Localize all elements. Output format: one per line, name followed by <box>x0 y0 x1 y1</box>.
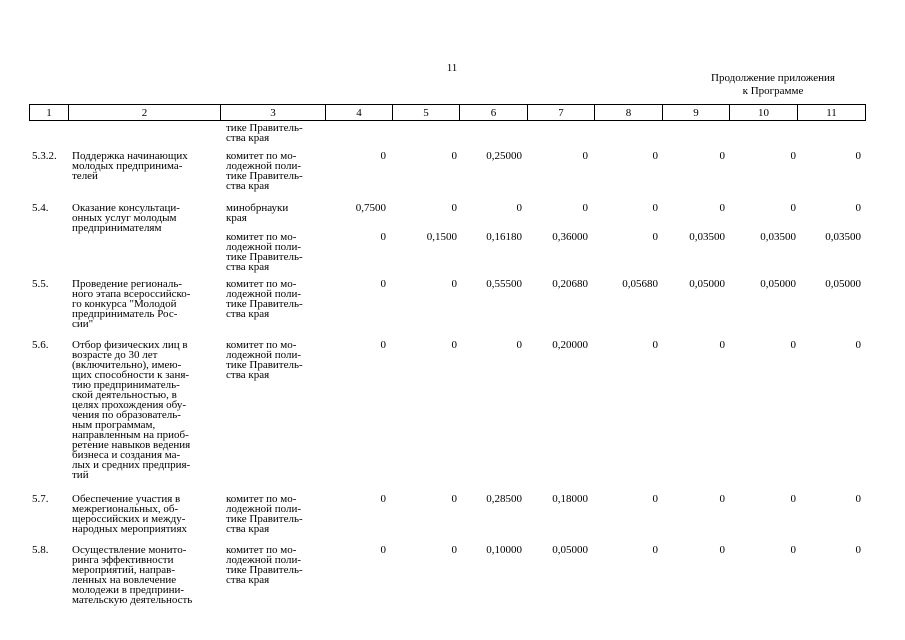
column-header-6: 6 <box>460 105 528 121</box>
funding-value: 0 <box>719 339 725 351</box>
funding-value: 0,20680 <box>552 278 588 290</box>
column-header-4: 4 <box>326 105 393 121</box>
executor-name: комитет по мо- лодежной поли- тике Правитель- ства края <box>226 278 303 320</box>
funding-value: 0,20000 <box>552 339 588 351</box>
funding-value: 0 <box>790 202 796 214</box>
funding-value: 0 <box>855 150 861 162</box>
funding-value: 0 <box>790 493 796 505</box>
executor-name: комитет по мо- лодежной поли- тике Правитель- ства края <box>226 493 303 535</box>
row-number: 5.4. <box>32 202 49 214</box>
funding-value: 0 <box>652 150 658 162</box>
measure-name: Проведение региональ- ного этапа всероссийско- го конкурса "Молодой предприниматель Рос- сии" <box>72 278 191 330</box>
funding-value: 0 <box>652 493 658 505</box>
funding-value: 0 <box>855 544 861 556</box>
carryover-executor-text: тике Правитель- ства края <box>226 122 303 144</box>
row-number: 5.6. <box>32 339 49 351</box>
funding-value: 0 <box>790 150 796 162</box>
funding-value: 0 <box>380 493 386 505</box>
column-number-header <box>29 104 866 121</box>
funding-value: 0,05000 <box>825 278 861 290</box>
funding-value: 0 <box>719 544 725 556</box>
executor-name: минобрнауки края <box>226 202 289 224</box>
measure-name: Осуществление монито- ринга эффективности мероприятий, направ- ленных на вовлечение молодежи в предприни- мательскую деятельность <box>72 544 193 606</box>
funding-value: 0 <box>719 150 725 162</box>
funding-value: 0,55500 <box>486 278 522 290</box>
column-header-7: 7 <box>528 105 595 121</box>
funding-value: 0 <box>451 202 457 214</box>
funding-value: 0,05000 <box>552 544 588 556</box>
funding-value: 0 <box>790 339 796 351</box>
funding-value: 0 <box>652 339 658 351</box>
funding-value: 0,05680 <box>622 278 658 290</box>
funding-value: 0 <box>380 278 386 290</box>
row-number: 5.5. <box>32 278 49 290</box>
funding-value: 0,03500 <box>760 231 796 243</box>
funding-value: 0,16180 <box>486 231 522 243</box>
funding-value: 0 <box>582 150 588 162</box>
funding-value: 0 <box>652 231 658 243</box>
column-header-3: 3 <box>221 105 326 121</box>
funding-value: 0,18000 <box>552 493 588 505</box>
column-header-9: 9 <box>663 105 730 121</box>
funding-value: 0 <box>516 339 522 351</box>
funding-value: 0,1500 <box>426 231 457 243</box>
funding-value: 0 <box>451 544 457 556</box>
funding-value: 0 <box>652 544 658 556</box>
column-header-8: 8 <box>595 105 663 121</box>
column-header-10: 10 <box>730 105 798 121</box>
funding-value: 0,05000 <box>689 278 725 290</box>
column-header-5: 5 <box>393 105 460 121</box>
column-header-11: 11 <box>798 105 866 121</box>
funding-value: 0 <box>719 493 725 505</box>
appendix-header-line-2: к Программе <box>742 85 804 97</box>
appendix-header-line-1: Продолжение приложения <box>711 72 835 84</box>
executor-name: комитет по мо- лодежной поли- тике Правитель- ства края <box>226 339 303 381</box>
funding-value: 0,03500 <box>825 231 861 243</box>
funding-value: 0 <box>451 278 457 290</box>
funding-value: 0 <box>380 231 386 243</box>
funding-value: 0 <box>855 493 861 505</box>
executor-name: комитет по мо- лодежной поли- тике Правитель- ства края <box>226 150 303 192</box>
row-number: 5.3.2. <box>32 150 57 162</box>
funding-value: 0 <box>451 339 457 351</box>
measure-name: Обеспечение участия в межрегиональных, об- щероссийских и между- народных мероприятиях <box>72 493 188 535</box>
funding-value: 0 <box>855 339 861 351</box>
column-header-2: 2 <box>69 105 221 121</box>
funding-value: 0 <box>380 544 386 556</box>
funding-value: 0 <box>582 202 588 214</box>
row-number: 5.8. <box>32 544 49 556</box>
funding-value: 0 <box>451 493 457 505</box>
funding-value: 0,25000 <box>486 150 522 162</box>
page-number: 11 <box>446 62 458 74</box>
measure-name: Оказание консультаци- онных услуг молодым предпринимателям <box>72 202 180 234</box>
funding-value: 0,28500 <box>486 493 522 505</box>
funding-value: 0 <box>516 202 522 214</box>
funding-value: 0,7500 <box>355 202 386 214</box>
funding-value: 0 <box>790 544 796 556</box>
funding-value: 0,10000 <box>486 544 522 556</box>
funding-value: 0 <box>380 339 386 351</box>
executor-name: комитет по мо- лодежной поли- тике Правитель- ства края <box>226 544 303 586</box>
executor-name: комитет по мо- лодежной поли- тике Правитель- ства края <box>226 231 303 273</box>
funding-value: 0 <box>451 150 457 162</box>
funding-value: 0 <box>652 202 658 214</box>
measure-name: Отбор физических лиц в возрасте до 30 лет (включительно), имею- щих способности к заня- тию предприниматель- ской деятельностью, в целях прохождения обу- чения по образователь- ным программам, направленным на приоб- ретение навыков ведения бизнеса и создания ма- лых и средних предприя- тий <box>72 339 191 481</box>
funding-value: 0,05000 <box>760 278 796 290</box>
column-header-1: 1 <box>30 105 69 121</box>
funding-value: 0 <box>719 202 725 214</box>
funding-value: 0,36000 <box>552 231 588 243</box>
funding-value: 0 <box>380 150 386 162</box>
measure-name: Поддержка начинающих молодых предпринима- телей <box>72 150 188 182</box>
appendix-continuation-header <box>680 72 866 98</box>
funding-value: 0,03500 <box>689 231 725 243</box>
row-number: 5.7. <box>32 493 49 505</box>
funding-value: 0 <box>855 202 861 214</box>
